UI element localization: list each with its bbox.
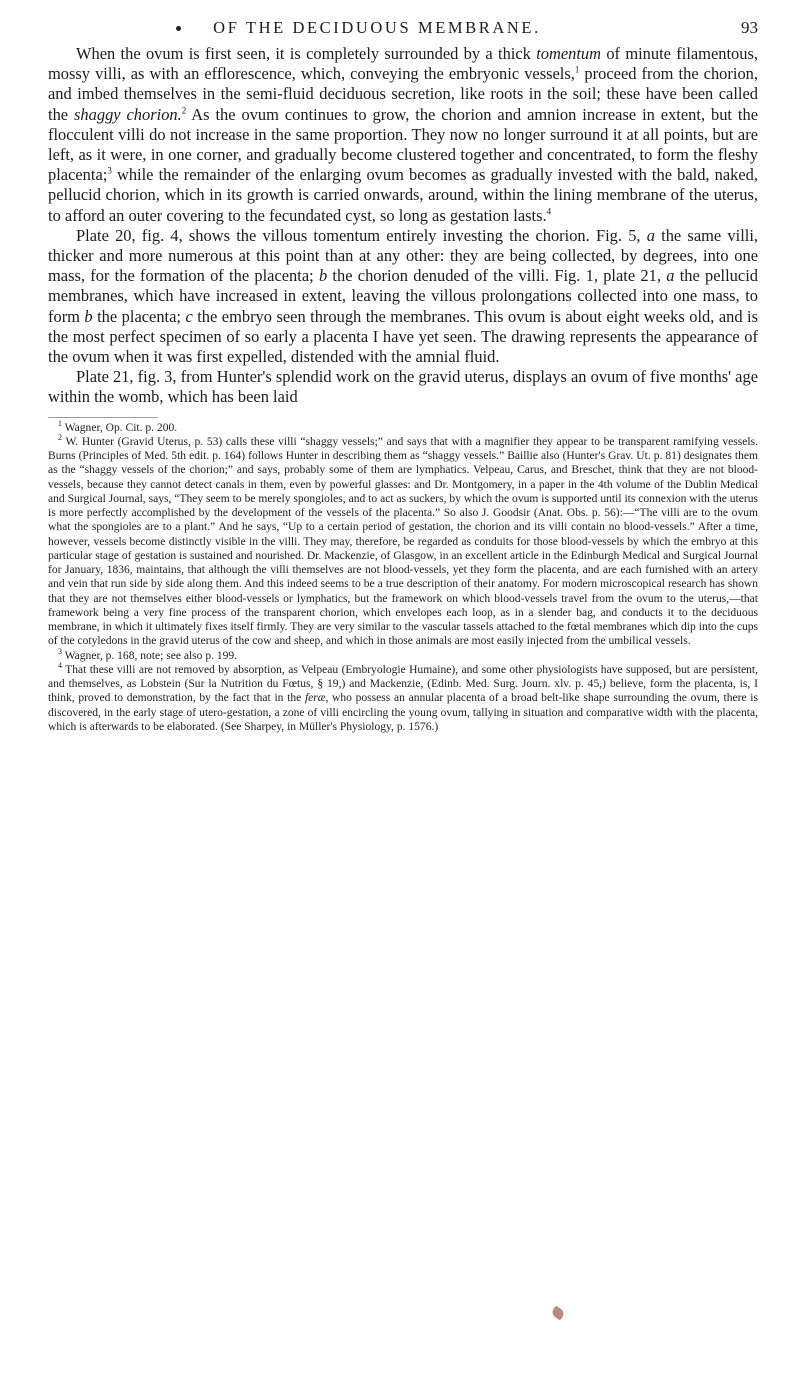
text-run: Wagner, Op. Cit. p. 200. bbox=[62, 421, 178, 434]
footnote-marker: 1 bbox=[58, 418, 62, 428]
footnotes bbox=[48, 418, 758, 735]
text-run: As the ovum continues to grow, the chorion and amnion increase in extent, but the flocculent villi do not increase in the same proportion. They now no longer surround it at all points, but are left, as it were, in one corner, and gradually become clustered together and concentrated, to form the fleshy placenta; bbox=[48, 104, 758, 185]
footnote-divider bbox=[48, 417, 158, 418]
text-run: W. Hunter (Gravid Uterus, p. 53) calls these villi “shaggy vessels;” and says that with a magnifier they appear to be transparent ramifying vessels. Burns (Principles of Med. 5th edit. p. 164) follows Hunter in describing them as “shaggy vessels.” Baillie also (Hunter's Grav. Ut. p. 81) designates them as the “shaggy vessels of the chorion;” and says, probably some of them are lymphatics. Velpeau, Carus, and Breschet, think that they are not blood-vessels, because they cannot detect canals in them, even by powerful glasses: and Dr. Montgomery, in a paper in the 4th volume of the Dublin Medical and Surgical Journal, says, “They seem to be merely spongioles, and to act as suckers, by which the ovum is supported until its connexion with the uterus is more perfectly accomplished by the development of the vessels of the placenta.” So also J. Goodsir (Anat. Obs. p. 56):—“The villi are to the ovum what the spongioles are to a plant.” And he says, “Up to a certain period of gestation, the chorion and its villi contain no blood-vessels.” After a time, however, vessels become distinctly visible in the villi. They may, therefore, be regarded as conduits for those blood-vessels by which the embryo at this particular stage of gestation is sustained and nourished. Dr. Mackenzie, of Glasgow, in an excellent article in the Edinburgh Medical and Surgical Journal for January, 1836, maintains, that although the villi themselves are not blood-vessels, yet they form the placenta, and are each furnished with an artery and vein that run side by side along them. And this indeed seems to be a true description of their anatomy. For modern microscopical research has shown that they are not themselves either blood-vessels or lymphatics, but the framework on which blood-vessels travel from the ovum to the uterus,—that framework being a very fine process of the transparent chorion, which envelopes each loop, as in a slender bag, and conducts it to the deciduous membrane, in which it ultimately fixes itself firmly. They are very similar to the vascular tassels attached to the fœtal membranes which dip into the cups of the cotyledons in the gravid uterus of the cow and sheep, and which in those animals are most easily injected from the umbilical vessels. bbox=[48, 435, 758, 648]
paragraph bbox=[48, 367, 758, 407]
text-run: the chorion denuded of the villi. Fig. 1, plate 21, bbox=[327, 266, 667, 286]
text-run: That these villi are not removed by absorption, as Velpeau (Embryologie Humaine), and some other physiologists have supposed, but are persistent, and themselves, as Lobstein (Sur la Nutrition du Fœtus, § 19,) and Mackenzie, (Edinb. Med. Surg. Journ. xlv. p. 45,) believe, form the placenta, is, I think, proved to demonstration, by the fact that in the bbox=[48, 663, 758, 705]
text-run: Plate 21, fig. 3, from Hunter's splendid work on the gravid uterus, displays an ovum of five months' age within the womb, which has been laid bbox=[48, 367, 758, 407]
body-text bbox=[48, 44, 758, 408]
text-run: proceed from the chorion, and imbed themselves in the semi-fluid deciduous secretion, like roots in the soil; these have been called the bbox=[48, 64, 758, 124]
ink-smudge bbox=[550, 1305, 566, 1320]
footnote bbox=[48, 418, 758, 435]
footnote-marker: 3 bbox=[107, 165, 112, 176]
text-run: Wagner, p. 168, note; see also p. 199. bbox=[62, 649, 238, 662]
italic-text: a bbox=[646, 225, 655, 245]
footnote bbox=[48, 646, 758, 663]
text-run: while the remainder of the enlarging ovum becomes as gradually invested with the bald, naked, pellucid chorion, which in its growth is carried onwards, around, within the lining membrane of the uterus, to afford an outer covering to the fecundated cyst, so long as gestation lasts. bbox=[48, 165, 758, 225]
text-run: of minute filamentous, mossy villi, as with an efflorescence, which, conveying the embryonic vessels, bbox=[48, 44, 758, 84]
italic-text: shaggy chorion. bbox=[74, 104, 182, 124]
italic-text: feræ bbox=[304, 692, 326, 705]
text-run: , who possess an annular placenta of a broad belt-like shape surrounding the ovum, there is discovered, in the early stage of utero-gestation, a zone of villi encircling the young ovum, tallying in situation and comparative width with the placenta, which is afterwards to be elaborated. (See Sharpey, in Müller's Physiology, p. 1576.) bbox=[48, 692, 758, 733]
italic-text: tomentum bbox=[536, 44, 602, 63]
italic-text: c bbox=[185, 306, 193, 326]
text-run: the placenta; bbox=[92, 306, 186, 326]
page-header bbox=[48, 14, 758, 44]
text-run: Plate 20, fig. 4, shows the villous tomentum entirely investing the chorion. Fig. 5, bbox=[76, 225, 647, 245]
footnote-marker: 2 bbox=[181, 105, 187, 116]
italic-text: a bbox=[666, 266, 675, 286]
text-run: the pellucid membranes, which have increased in extent, leaving the villous prolongations collected into one mass, to form bbox=[48, 266, 758, 326]
text-run: When the ovum is first seen, it is completely surrounded by a thick bbox=[76, 44, 537, 63]
footnote-marker: 4 bbox=[58, 661, 62, 671]
italic-text: b bbox=[84, 306, 93, 326]
footnote-marker: 2 bbox=[58, 433, 62, 443]
paragraph bbox=[48, 44, 758, 226]
footnote-marker: 1 bbox=[574, 64, 580, 75]
footnote bbox=[48, 663, 758, 734]
text-run: the embryo seen through the membranes. This ovum is about eight weeks old, and is the most perfect specimen of so early a placenta I have yet seen. The drawing represents the appearance of the ovum when it was first expelled, distended with the amnial fluid. bbox=[48, 306, 758, 367]
footnote-marker: 4 bbox=[546, 206, 552, 217]
running-head: OF THE DECIDUOUS MEMBRANE. bbox=[213, 18, 541, 37]
footnote-marker: 3 bbox=[58, 646, 62, 656]
page-number: 93 bbox=[741, 18, 758, 37]
text-run: the same villi, thicker and more numerous at this point than at any other: they are being collected, by degrees, into one mass, for the formation of the placenta; bbox=[48, 225, 758, 286]
italic-text: b bbox=[318, 266, 328, 286]
footnote bbox=[48, 435, 758, 649]
paragraph bbox=[48, 226, 758, 367]
